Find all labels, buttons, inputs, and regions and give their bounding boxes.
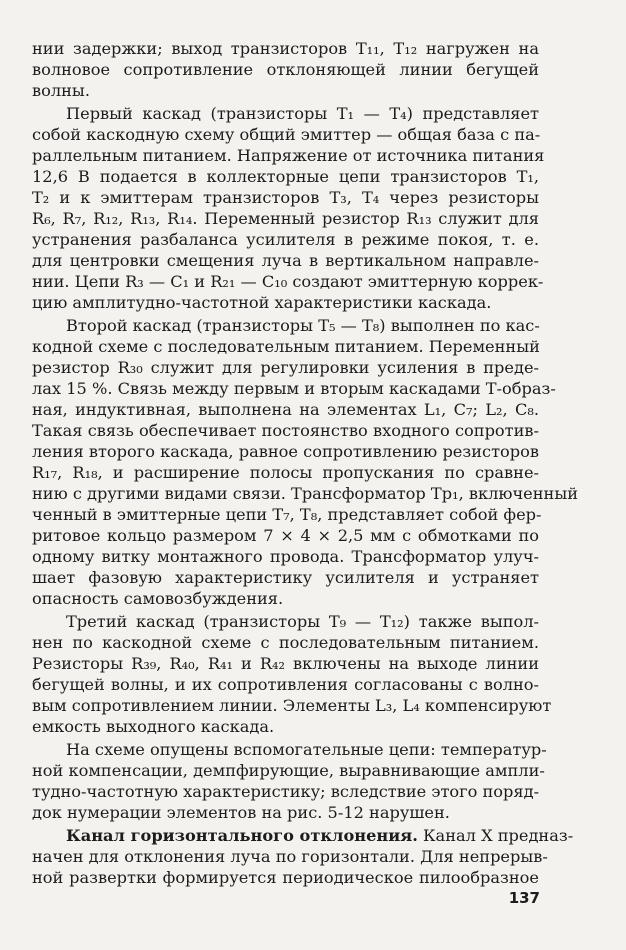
page-number: 137 (508, 889, 540, 907)
text-line: кодной схеме с последовательным питанием. Переменный (32, 337, 540, 356)
text-line: для центровки смещения луча в вертикальном направле- (32, 251, 539, 270)
text-line: устранения разбаланса усилителя в режиме покоя, т. е. (32, 230, 539, 249)
text-line: 12,6 В подается в коллекторные цепи транзисторов T₁, (32, 167, 539, 186)
text-line: емкость выходного каскада. (32, 717, 275, 736)
text-line: раллельным питанием. Напряжение от источника питания (32, 146, 545, 165)
text-line: R₆, R₇, R₁₂, R₁₃, R₁₄. Переменный резистор R₁₃ служит для (32, 209, 539, 228)
text-line: резистор R₃₀ служит для регулировки усиления в преде- (32, 358, 539, 377)
text-line: одному витку монтажного провода. Трансформатор улуч- (32, 547, 539, 566)
text-line: ления второго каскада, равное сопротивлению резисторов (32, 442, 539, 461)
text-line: Резисторы R₃₉, R₄₀, R₄₁ и R₄₂ включены на выходе линии (32, 654, 539, 673)
text-line: ной компенсации, демпфирующие, выравнивающие ампли- (32, 761, 545, 780)
text-line: волновое сопротивление отклоняющей линии бегущей (32, 60, 539, 79)
text-line: ной развертки формируется периодическое пилообразное (32, 868, 539, 887)
text-line: нен по каскодной схеме с последовательным питанием. (32, 633, 539, 652)
text-line: R₁₇, R₁₈, и расширение полосы пропускания по сравне- (32, 463, 539, 482)
text-line: Третий каскад (транзисторы T₉ — T₁₂) также выпол- (66, 612, 539, 631)
text-line: ритовое кольцо размером 7 × 4 × 2,5 мм с обмотками по (32, 526, 539, 545)
text-line: нии. Цепи R₃ — C₁ и R₂₁ — C₁₀ создают эмиттерную коррек- (32, 272, 544, 291)
text-line: T₂ и к эмиттерам транзисторов T₃, T₄ через резисторы (32, 188, 539, 207)
text-line: цию амплитудно-частотной характеристики каскада. (32, 293, 492, 312)
text-line: ченный в эмиттерные цепи T₇, T₈, представляет собой фер- (32, 505, 542, 524)
text-line: бегущей волны, и их сопротивления согласованы с волно- (32, 675, 539, 694)
text-line: Второй каскад (транзисторы T₅ — T₈) выполнен по кас- (66, 316, 540, 335)
text-line: На схеме опущены вспомогательные цепи: температур- (66, 740, 547, 759)
text-line: начен для отклонения луча по горизонтали. Для непрерыв- (32, 847, 548, 866)
text-line: док нумерации элементов на рис. 5-12 нарушен. (32, 803, 450, 822)
text-line: шает фазовую характеристику усилителя и устраняет (32, 568, 539, 587)
text-line: вым сопротивлением линии. Элементы L₃, L₄ компенсируют (32, 696, 552, 715)
text-line: лах 15 %. Связь между первым и вторым каскадами Т-образ- (32, 379, 556, 398)
text-line: ная, индуктивная, выполнена на элементах L₁, C₇; L₂, C₈. (32, 400, 539, 419)
text-line: волны. (32, 81, 90, 100)
text-line: нию с другими видами связи. Трансформатор Tp₁, включенный (32, 484, 578, 503)
text-line: нии задержки; выход транзисторов T₁₁, T₁₂ нагружен на (32, 39, 539, 58)
text-line: тудно-частотную характеристику; вследствие этого поряд- (32, 782, 540, 801)
text-run: Канал X предназ- (423, 826, 574, 845)
section-heading: Канал горизонтального отклонения. (66, 826, 418, 845)
text-line: Первый каскад (транзисторы T₁ — T₄) представляет (66, 104, 539, 123)
text-line: собой каскодную схему общий эмиттер — общая база с па- (32, 125, 541, 144)
text-line: Такая связь обеспечивает постоянство входного сопротив- (32, 421, 539, 440)
text-line: опасность самовозбуждения. (32, 589, 284, 608)
section-heading-line (66, 825, 574, 846)
